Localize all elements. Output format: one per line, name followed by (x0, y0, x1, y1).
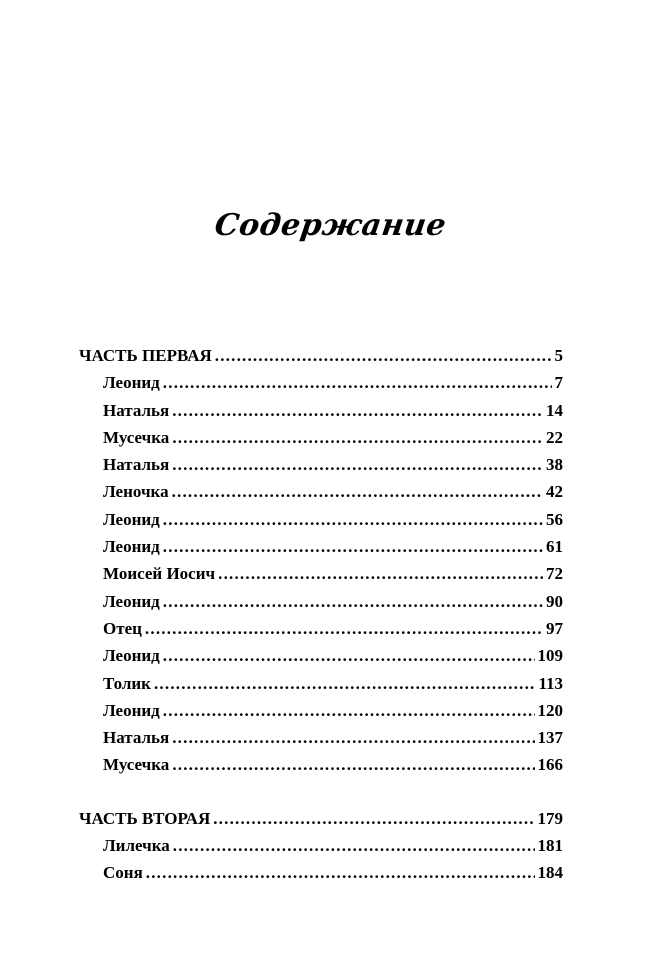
dot-leader (172, 428, 543, 448)
toc-entry (79, 510, 563, 537)
toc-entry-part-1 (79, 346, 563, 373)
toc-entry-page: 179 (537, 808, 563, 828)
toc-entry (79, 836, 563, 863)
dot-leader (172, 455, 543, 475)
dot-leader (213, 809, 534, 829)
dot-leader (154, 674, 535, 694)
toc-entry (79, 863, 563, 890)
toc-entry-label: ЧАСТЬ ПЕРВАЯ (79, 346, 212, 365)
toc-entry-page: 97 (546, 618, 563, 638)
toc-entry-page: 109 (537, 646, 563, 666)
toc-entry-page: 38 (546, 455, 563, 475)
toc-entry (79, 619, 563, 646)
toc-entry-page: 22 (546, 427, 563, 447)
toc-entry-label: Мусечка (103, 427, 170, 447)
toc-entry (79, 674, 563, 701)
dot-leader (172, 482, 543, 502)
toc-entry (79, 646, 563, 673)
dot-leader (218, 564, 543, 584)
toc-entry-label: Наталья (103, 400, 170, 420)
toc-entry (79, 428, 563, 455)
toc-entry-page: 181 (537, 836, 563, 856)
table-of-contents (79, 346, 563, 891)
dot-leader (163, 592, 543, 612)
toc-entry-page: 61 (546, 537, 563, 557)
toc-entry-label: Моисей Иосич (103, 564, 216, 584)
dot-leader (146, 863, 535, 883)
toc-entry (79, 401, 563, 428)
dot-leader (172, 728, 534, 748)
toc-entry-label: Наталья (103, 455, 170, 475)
dot-leader (163, 646, 535, 666)
toc-entry-label: Соня (103, 863, 143, 883)
toc-entry-label: ЧАСТЬ ВТОРАЯ (79, 808, 211, 828)
toc-entry-page: 137 (537, 728, 563, 748)
toc-entry-page: 120 (537, 700, 563, 720)
toc-entry-page: 5 (554, 346, 563, 365)
toc-entry (79, 455, 563, 482)
toc-entry (79, 755, 563, 782)
dot-leader (173, 836, 535, 856)
dot-leader (172, 401, 543, 421)
toc-entry-label: Мусечка (103, 755, 170, 775)
dot-leader (215, 346, 552, 366)
toc-entry-label: Наталья (103, 728, 170, 748)
toc-entry-page: 14 (546, 400, 563, 420)
toc-entry-label: Леонид (103, 646, 160, 666)
toc-entry-part-2 (79, 809, 563, 836)
toc-entry-label: Леонид (103, 373, 160, 393)
toc-entry (79, 564, 563, 591)
toc-entry-page: 72 (546, 564, 563, 584)
toc-entry (79, 592, 563, 619)
dot-leader (163, 537, 543, 557)
toc-entry-page: 90 (546, 591, 563, 611)
toc-entry (79, 373, 563, 400)
dot-leader (163, 373, 552, 393)
toc-entry-page: 56 (546, 509, 563, 529)
toc-entry-page: 166 (537, 755, 563, 775)
dot-leader (163, 510, 543, 530)
toc-entry-label: Леонид (103, 700, 160, 720)
dot-leader (163, 701, 535, 721)
toc-entry-label: Толик (103, 673, 151, 693)
toc-entry-label: Леночка (103, 482, 169, 502)
toc-entry (79, 701, 563, 728)
toc-entry (79, 482, 563, 509)
dot-leader (172, 755, 534, 775)
toc-entry-page: 184 (537, 863, 563, 883)
toc-entry-label: Лилечка (103, 836, 170, 856)
toc-entry-label: Леонид (103, 537, 160, 557)
toc-entry (79, 728, 563, 755)
toc-entry-label: Леонид (103, 591, 160, 611)
toc-entry (79, 537, 563, 564)
toc-entry-label: Леонид (103, 509, 160, 529)
toc-entry-page: 113 (538, 673, 563, 693)
toc-entry-page: 42 (546, 482, 563, 502)
toc-entry-page: 7 (554, 373, 563, 393)
toc-entry-label: Отец (103, 618, 142, 638)
dot-leader (145, 619, 543, 639)
page-title: Содержание (212, 208, 449, 243)
